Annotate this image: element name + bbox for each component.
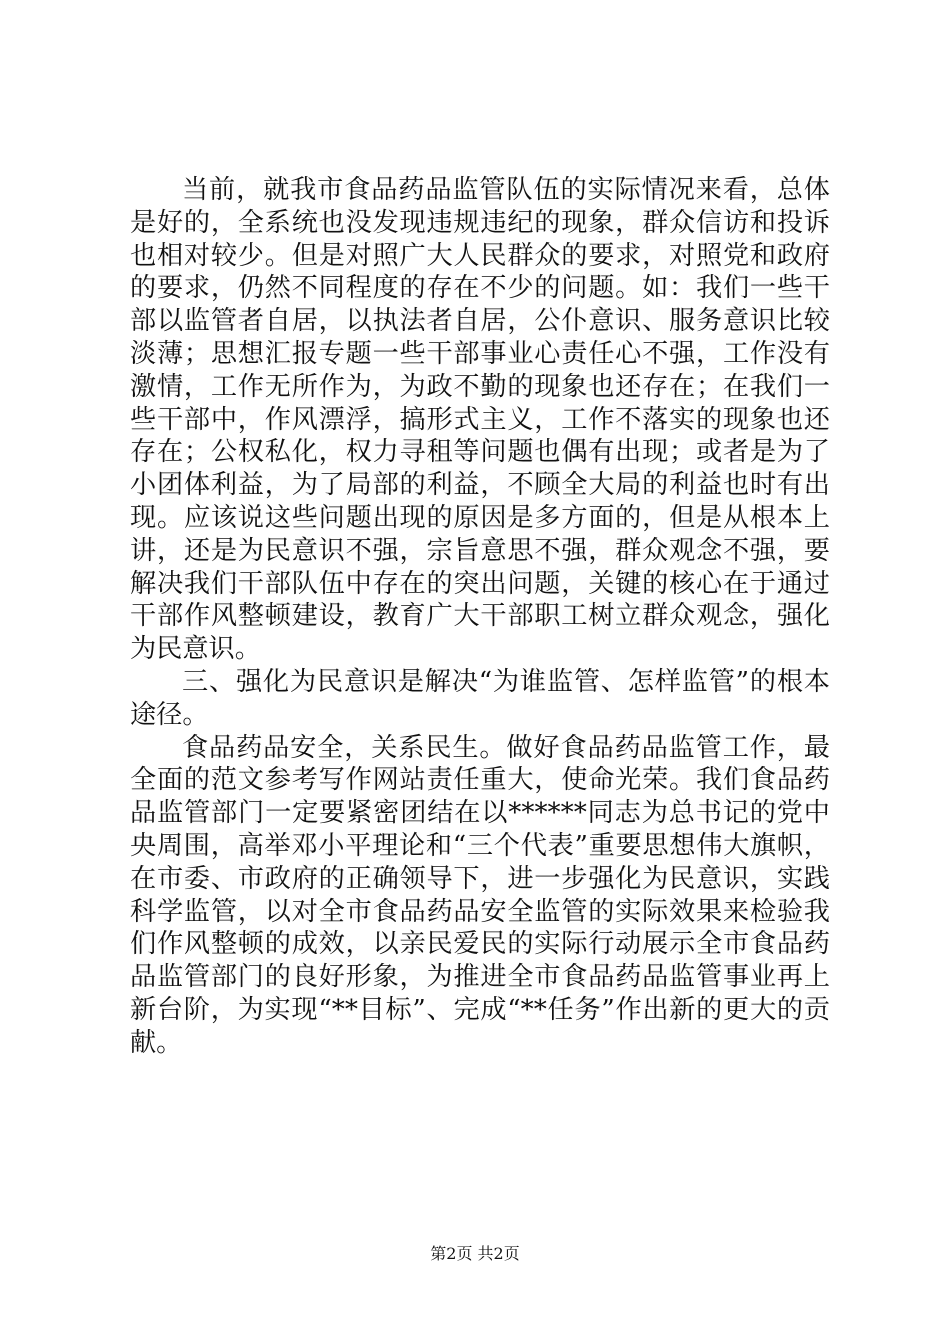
document-body — [130, 174, 830, 1060]
paragraph-current-situation: 当前，就我市食品药品监管队伍的实际情况来看，总体是好的，全系统也没发现违规违纪的现象，群众信访和投诉也相对较少。但是对照广大人民群众的要求，对照党和政府的要求，仍然不同程度的存在不少的问题。如：我们一些干部以监管者自居，以执法者自居，公仆意识、服务意识比较淡薄；思想汇报专题一些干部事业心责任心不强，工作没有激情，工作无所作为，为政不勤的现象也还存在；在我们一些干部中，作风漂浮，搞形式主义，工作不落实的现象也还存在；公权私化，权力寻租等问题也偶有出现；或者是为了小团体利益，为了局部的利益，不顾全大局的利益也时有出现。应该说这些问题出现的原因是多方面的，但是从根本上讲，还是为民意识不强，宗旨意思不强，群众观念不强，要解决我们干部队伍中存在的突出问题，关键的核心在于通过干部作风整顿建设，教育广大干部职工树立群众观念，强化为民意识。 — [130, 175, 830, 665]
page-number-footer: 第2页 共2页 — [430, 1244, 520, 1263]
section-heading-three: 三、强化为民意识是解决“为谁监管、怎样监管”的根本途径。 — [130, 666, 830, 730]
paragraph-food-drug-safety: 食品药品安全，关系民生。做好食品药品监管工作，最全面的范文参考写作网站责任重大，使命光荣。我们食品药品监管部门一定要紧密团结在以******同志为总书记的党中央周围，高举邓小平理论和“三个代表”重要思想伟大旗帜，在市委、市政府的正确领导下，进一步强化为民意识，实践科学监管，以对全市食品药品安全监管的实际效果来检验我们作风整顿的成效，以亲民爱民的实际行动展示全市食品药品监管部门的良好形象，为推进全市食品药品监管事业再上新台阶，为实现“**目标”、完成“**任务”作出新的更大的贡献。 — [130, 732, 830, 1058]
